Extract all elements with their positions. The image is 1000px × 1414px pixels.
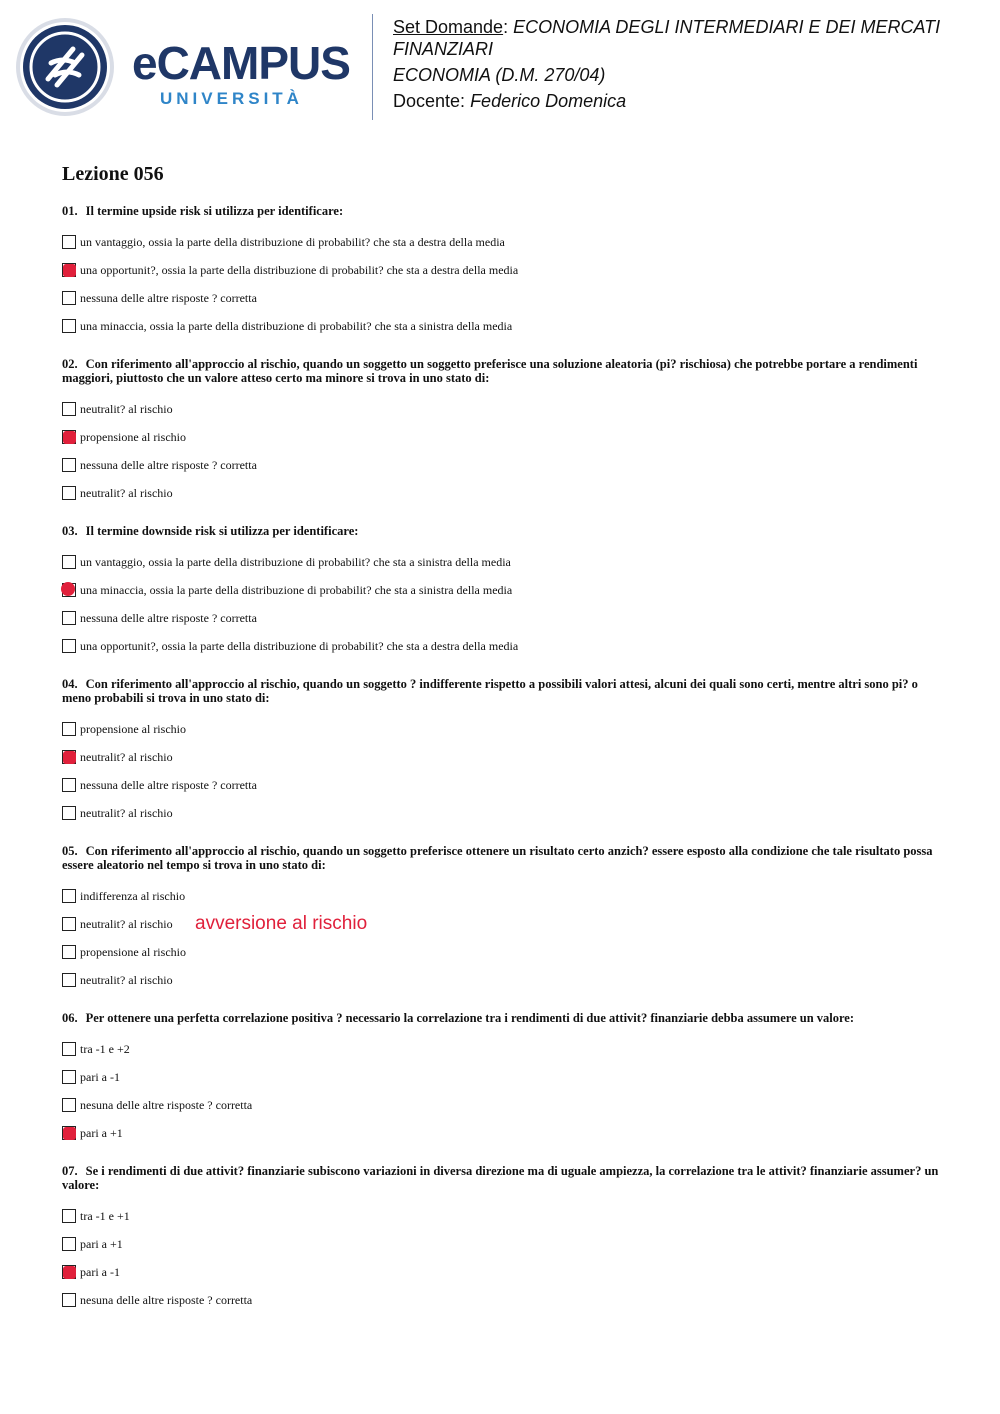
question-body: Il termine upside risk si utilizza per identificare: — [85, 204, 344, 218]
question-item — [62, 357, 942, 507]
checkbox-marked-icon[interactable] — [62, 750, 76, 764]
answer-option-label: un vantaggio, ossia la parte della distribuzione di probabilit? che sta a sinistra della media — [80, 554, 511, 569]
checkbox-icon[interactable] — [62, 1209, 76, 1223]
checkbox-icon[interactable] — [62, 1042, 76, 1056]
header-divider — [372, 14, 373, 120]
answer-option[interactable] — [62, 1063, 942, 1091]
teacher-label: Docente: — [393, 91, 466, 111]
answer-option[interactable] — [62, 228, 942, 256]
answer-option[interactable] — [62, 479, 942, 507]
question-item — [62, 204, 942, 340]
course-title: ECONOMIA DEGLI INTERMEDIARI E DEI MERCATI FINANZIARI — [393, 17, 941, 59]
checkbox-marked-icon[interactable] — [62, 430, 76, 444]
checkbox-marked-icon[interactable] — [62, 1126, 76, 1140]
answer-option-label: una minaccia, ossia la parte della distribuzione di probabilit? che sta a sinistra della media — [80, 318, 513, 333]
answer-option-label: propensione al rischio — [80, 721, 186, 736]
answer-option-label: neutralit? al rischio — [80, 916, 173, 931]
answer-option[interactable] — [62, 451, 942, 479]
answer-option-label: nessuna delle altre risposte ? corretta — [80, 610, 257, 625]
checkbox-icon[interactable] — [62, 973, 76, 987]
checkbox-icon[interactable] — [62, 611, 76, 625]
answer-option-label: tra -1 e +2 — [80, 1041, 130, 1056]
question-item — [62, 1011, 942, 1147]
answer-option[interactable] — [62, 966, 942, 994]
answer-option[interactable] — [62, 938, 942, 966]
checkbox-icon[interactable] — [62, 486, 76, 500]
answer-option-label: nessuna delle altre risposte ? corretta — [80, 777, 257, 792]
checkbox-icon[interactable] — [62, 945, 76, 959]
checkbox-marked-icon[interactable] — [62, 263, 76, 277]
answer-option-label: tra -1 e +1 — [80, 1208, 130, 1223]
answer-option[interactable] — [62, 548, 942, 576]
answer-option-label: pari a +1 — [80, 1125, 123, 1140]
answer-option[interactable] — [62, 882, 942, 910]
question-number: 01. — [62, 204, 78, 218]
answer-option-label: nessuna delle altre risposte ? corretta — [80, 457, 257, 472]
answer-option-label: neutralit? al rischio — [80, 485, 173, 500]
answer-option-label: neutralit? al rischio — [80, 972, 173, 987]
question-text — [62, 844, 942, 872]
checkbox-icon[interactable] — [62, 1293, 76, 1307]
checkbox-icon[interactable] — [62, 778, 76, 792]
question-body: Con riferimento all'approccio al rischio, quando un soggetto un soggetto preferisce una soluzione aleatoria (pi? rischiosa) che potrebbe portare a rendimenti maggiori, piuttosto che un valore atteso certo ma minore si trova in uno stato di: — [62, 357, 918, 385]
question-number: 05. — [62, 844, 78, 858]
question-body: Il termine downside risk si utilizza per identificare: — [85, 524, 359, 538]
answer-option[interactable] — [62, 256, 942, 284]
question-text — [62, 1164, 942, 1192]
answer-option-label: nessuna delle altre risposte ? corretta — [80, 290, 257, 305]
question-number: 07. — [62, 1164, 78, 1178]
answer-option[interactable] — [62, 1286, 942, 1314]
answer-option-label: nesuna delle altre risposte ? corretta — [80, 1097, 253, 1112]
question-number: 06. — [62, 1011, 78, 1025]
answer-option-label: nesuna delle altre risposte ? corretta — [80, 1292, 253, 1307]
answer-option-label: una minaccia, ossia la parte della distribuzione di probabilit? che sta a sinistra della media — [80, 582, 513, 597]
program-name: ECONOMIA (D.M. 270/04) — [393, 65, 606, 85]
checkbox-icon[interactable] — [62, 889, 76, 903]
answer-option-label: pari a +1 — [80, 1236, 123, 1251]
checkbox-icon[interactable] — [62, 555, 76, 569]
header-info: Set Domande: ECONOMIA DEGLI INTERMEDIARI E DEI MERCATI FINANZIARI ECONOMIA (D.M. 270/04) Docente: Federico Domenica — [393, 16, 993, 116]
answer-option-label: neutralit? al rischio — [80, 749, 173, 764]
handwritten-annotation: avversione al rischio — [195, 913, 368, 934]
answer-option-label: pari a -1 — [80, 1264, 120, 1279]
answer-option[interactable] — [62, 1230, 942, 1258]
answer-option-label: neutralit? al rischio — [80, 401, 173, 416]
checkbox-icon[interactable] — [62, 458, 76, 472]
answer-option[interactable] — [62, 1091, 942, 1119]
checkbox-icon[interactable] — [62, 1098, 76, 1112]
question-body: Per ottenere una perfetta correlazione positiva ? necessario la correlazione tra i rendimenti di due attivit? finanziarie debba assumere un valore: — [85, 1011, 855, 1025]
teacher-name: Federico Domenica — [470, 91, 627, 111]
answer-option[interactable] — [62, 312, 942, 340]
checkbox-icon[interactable] — [62, 235, 76, 249]
answer-option-label: indifferenza al rischio — [80, 888, 186, 903]
checkbox-icon[interactable] — [62, 639, 76, 653]
logo-subtitle: UNIVERSITÀ — [160, 89, 303, 108]
answer-option[interactable] — [62, 1035, 942, 1063]
checkbox-icon[interactable] — [62, 1070, 76, 1084]
checkbox-marked-icon[interactable] — [62, 1265, 76, 1279]
question-body: Con riferimento all'approccio al rischio, quando un soggetto ? indifferente rispetto a possibili valori attesi, alcuni dei quali sono certi, mentre altri sono pi? o meno probabili si trova in uno stato di: — [62, 677, 918, 705]
question-text — [62, 524, 942, 538]
checkbox-marked-icon[interactable] — [62, 583, 76, 597]
answer-option-label: propensione al rischio — [80, 429, 186, 444]
question-text — [62, 677, 942, 705]
question-number: 04. — [62, 677, 78, 691]
checkbox-icon[interactable] — [62, 402, 76, 416]
answer-option-label: pari a -1 — [80, 1069, 120, 1084]
checkbox-icon[interactable] — [62, 319, 76, 333]
ecampus-logo-icon — [15, 17, 115, 117]
answer-option[interactable] — [62, 576, 942, 604]
answer-option[interactable] — [62, 799, 942, 827]
answer-option[interactable] — [62, 743, 942, 771]
answer-option[interactable] — [62, 910, 942, 938]
quiz-content — [62, 160, 942, 1331]
answer-option[interactable] — [62, 423, 942, 451]
question-text — [62, 1011, 942, 1025]
answer-option[interactable] — [62, 1119, 942, 1147]
answer-option[interactable] — [62, 1202, 942, 1230]
logo-wordmark: eCAMPUS — [132, 37, 350, 89]
question-list — [62, 204, 942, 1314]
answer-option[interactable] — [62, 771, 942, 799]
question-item — [62, 677, 942, 827]
question-item — [62, 844, 942, 994]
answer-option[interactable] — [62, 604, 942, 632]
answer-option[interactable] — [62, 284, 942, 312]
answer-option-label: una opportunit?, ossia la parte della distribuzione di probabilit? che sta a destra della media — [80, 638, 519, 653]
answer-option[interactable] — [62, 715, 942, 743]
question-item — [62, 524, 942, 660]
checkbox-icon[interactable] — [62, 722, 76, 736]
answer-option-label: una opportunit?, ossia la parte della distribuzione di probabilit? che sta a destra della media — [80, 262, 519, 277]
question-number: 03. — [62, 524, 78, 538]
question-text — [62, 204, 942, 218]
answer-option[interactable] — [62, 632, 942, 660]
checkbox-icon[interactable] — [62, 1237, 76, 1251]
checkbox-icon[interactable] — [62, 291, 76, 305]
question-body: Con riferimento all'approccio al rischio, quando un soggetto preferisce ottenere un risultato certo anzich? essere esposto alla condizione che tale risultato possa essere aleatorio nel tempo si trova in uno stato di: — [62, 844, 933, 872]
answer-option[interactable] — [62, 395, 942, 423]
question-text — [62, 357, 942, 385]
answer-option-label: neutralit? al rischio — [80, 805, 173, 820]
question-number: 02. — [62, 357, 78, 371]
answer-option-label: propensione al rischio — [80, 944, 186, 959]
checkbox-icon[interactable] — [62, 806, 76, 820]
checkbox-icon[interactable] — [62, 917, 76, 931]
set-label: Set Domande — [393, 17, 504, 37]
answer-option[interactable] — [62, 1258, 942, 1286]
question-item — [62, 1164, 942, 1314]
lesson-title: Lezione 056 — [62, 163, 164, 185]
document-header — [0, 0, 1000, 130]
question-body: Se i rendimenti di due attivit? finanziarie subiscono variazioni in diversa direzione ma di uguale ampiezza, la correlazione tra le attivit? finanziarie assumer? un valore: — [62, 1164, 939, 1192]
answer-option-label: un vantaggio, ossia la parte della distribuzione di probabilit? che sta a destra della media — [80, 234, 505, 249]
